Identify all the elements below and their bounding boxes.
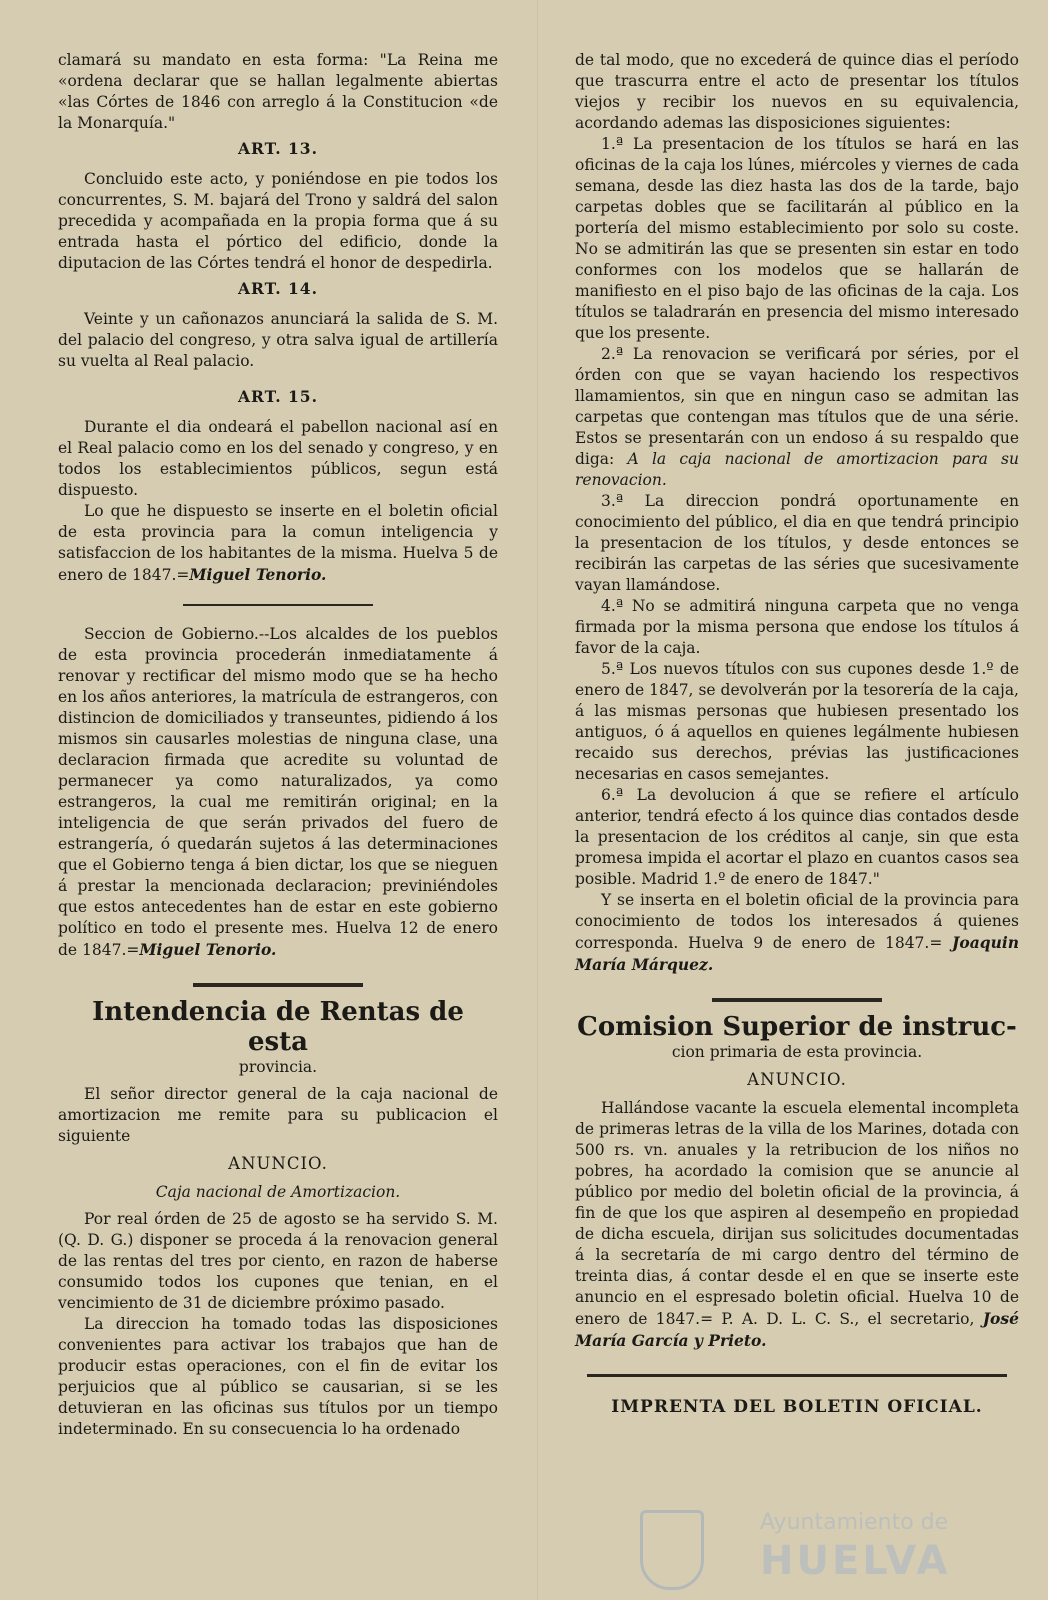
item-6: 6.ª La devolucion á que se refiere el artículo anterior, tendrá efecto á los quince dias contados desde la presentacion de los créditos al canje, sin que esta promesa impida el acortar el plazo en cuantos casos sea posible. Madrid 1.º de enero de 1847.": [575, 786, 1019, 888]
paragraph-durante: Durante el dia ondeará el pabellon nacional así en el Real palacio como en los del senado y congreso, y en todos los establecimientos públicos, segun está dispuesto.: [58, 418, 498, 499]
imprenta-footer: IMPRENTA DEL BOLETIN OFICIAL.: [611, 1397, 983, 1417]
paragraph-seccion-gobierno: [58, 624, 498, 961]
watermark-line2: HUELVA: [760, 1538, 951, 1584]
footer-divider: [587, 1374, 1007, 1377]
article-13-heading: ART. 13.: [238, 139, 318, 158]
item-2: [575, 344, 1019, 491]
item-5: 5.ª Los nuevos títulos con sus cupones desde 1.º de enero de 1847, se devolverán por la tesorería de la caja, á las mismas personas que hubiesen presentado los antiguos, ó á aquellos en quienes legálmente hubiesen recaido sus derechos, prévias las justificaciones necesarias en casos semejantes.: [575, 660, 1019, 783]
article-14-heading: ART. 14.: [238, 279, 318, 298]
paragraph-concluido: Concluido este acto, y poniéndose en pie todos los concurrentes, S. M. bajará del Trono y saldrá del salon precedida y acompañada en la propia forma que á su entrada hasta el pórtico del edificio, donde la diputacion de las Córtes tendrá el honor de despedirla.: [58, 170, 498, 272]
paragraph-lo-que-text: Lo que he dispuesto se inserte en el boletin oficial de esta provincia para la comun inteligencia y satisfaccion de los habitantes de la misma. Huelva 5 de enero de 1847.=: [58, 502, 498, 584]
signature-jose-garcia-prieto: José María García y Prieto.: [575, 1309, 1019, 1350]
paragraph-lo-que: [58, 501, 498, 586]
watermark-line1: Ayuntamiento de: [760, 1510, 949, 1535]
paragraph-clamara: clamará su mandato en esta forma: "La Reina me «ordena declarar que se hallan legalmente abiertas «las Córtes de 1846 con arreglo á la Constitucion «de la Monarquía.": [58, 51, 498, 132]
section-divider-heavy: [193, 983, 363, 987]
item-4: 4.ª No se admitirá ninguna carpeta que no venga firmada por la misma persona que endose los títulos á favor de la caja.: [575, 597, 1019, 657]
article-15-heading: ART. 15.: [238, 387, 318, 406]
intendencia-heading: Intendencia de Rentas de esta: [92, 997, 464, 1057]
paragraph-hallandose: [575, 1098, 1019, 1352]
comision-subheading: cion primaria de esta provincia.: [671, 1043, 923, 1061]
item-1: 1.ª La presentacion de los títulos se hará en las oficinas de la caja los lúnes, miércoles y viernes de cada semana, desde las diez hasta las dos de la tarde, bajo carpetas dobles que se facilitarán al público en la portería del mismo establecimiento por solo su coste. No se admitirán las que se presenten sin estar en todo conformes con los modelos que se hallarán de manifiesto en el piso bajo de las oficinas de la caja. Los títulos se taladrarán en presencia del mismo interesado que los presente.: [575, 135, 1019, 342]
column-gutter: [537, 0, 538, 1600]
left-column: [58, 50, 498, 1440]
item-2-text: 2.ª La renovacion se verificará por séries, por el órden con que se vayan haciendo los respectivos llamamientos, sin que en ningun caso se admitan las carpetas que contengan mas títulos que de una série. Estos se presentarán con un endoso á su respaldo que diga:: [575, 345, 1019, 468]
paragraph-de-tal-modo: de tal modo, que no excederá de quince dias el período que trascurra entre el acto de presentar los títulos viejos y recibir los nuevos en su equivalencia, acordando ademas las disposiciones siguientes:: [575, 51, 1019, 132]
signature-miguel-tenorio-2: Miguel Tenorio.: [139, 940, 277, 959]
paragraph-veinte: Veinte y un cañonazos anunciará la salida de S. M. del palacio del congreso, y otra salva igual de artillería su vuelta al Real palacio.: [58, 310, 498, 370]
comision-heading: Comision Superior de instruc-: [577, 1012, 1017, 1042]
paragraph-se-inserta: [575, 890, 1019, 976]
paragraph-hallandose-text: Hallándose vacante la escuela elemental incompleta de primeras letras de la villa de los Marines, dotada con 500 rs. vn. anuales y la retribucion de los niños no pobres, ha acordado la comision que se anuncie al público por medio del boletin oficial de la provincia, á fin de que los que aspiren al desempeño en propiedad de dicha escuela, dirijan sus solicitudes documentadas á la secretaría de mi cargo dentro del término de treinta dias, á contar desde el en que se inserte este anuncio en el espresado boletin oficial. Huelva 10 de enero de 1847.= P. A. D. L. C. S., el secretario,: [575, 1099, 1019, 1328]
paragraph-real-orden: Por real órden de 25 de agosto se ha servido S. M. (Q. D. G.) disponer se proceda á la renovacion general de las rentas del tres por ciento, en razon de haberse consumido todos los cupones que tenian, en el vencimiento de 31 de diciembre próximo pasado.: [58, 1210, 498, 1312]
paragraph-direccion: La direccion ha tomado todas las disposiciones convenientes para activar los trabajos que han de producir estas operaciones, con el fin de evitar los perjuicios que al público se causarian, si se les detuvieran en las oficinas sus títulos por un tiempo indeterminado. En su consecuencia lo ha ordenado: [58, 1315, 498, 1438]
paragraph-se-inserta-text: Y se inserta en el boletin oficial de la provincia para conocimiento de todos los interesados á quienes corresponda. Huelva 9 de enero de 1847.=: [575, 891, 1019, 952]
archive-watermark: [640, 1510, 980, 1590]
section-divider: [183, 604, 373, 606]
caja-nacional-title: Caja nacional de Amortizacion.: [155, 1183, 401, 1201]
anuncio-heading-right: ANUNCIO.: [747, 1070, 847, 1089]
right-column: [575, 50, 1019, 1418]
shield-icon: [640, 1510, 704, 1590]
item-2-endorsement: A la caja nacional de amortizacion para su renovacion.: [575, 450, 1019, 489]
section-divider-heavy-right: [712, 998, 882, 1002]
signature-miguel-tenorio-1: Miguel Tenorio.: [189, 565, 327, 584]
signature-joaquin-marquez: Joaquin María Márquez.: [575, 933, 1019, 974]
paragraph-seccion-gobierno-text: Seccion de Gobierno.--Los alcaldes de los pueblos de esta provincia procederán inmediatamente á renovar y rectificar del mismo modo que se ha hecho en los años anteriores, la matrícula de estrangeros, con distincion de domiciliados y transeuntes, pidiendo á los mismos sin causarles molestias de ninguna clase, una declaracion firmada que acredite su voluntad de permanecer ya como naturalizados, ya como estrangeros, la cual me remitirán original; en la inteligencia de que serán privados del fuero de estrangería, ó quedarán sujetos á las determinaciones que el Gobierno tenga á bien dictar, los que se nieguen á prestar la mencionada declaracion; previniéndoles que estos antecedentes han de estar en este gobierno político en todo el presente mes. Huelva 12 de enero de 1847.=: [58, 625, 498, 959]
paragraph-senor-director: El señor director general de la caja nacional de amortizacion me remite para su publicacion el siguiente: [58, 1085, 498, 1145]
item-3: 3.ª La direccion pondrá oportunamente en conocimiento del público, el dia en que tendrá principio la presentacion de los títulos, y desde entonces se recibirán las carpetas de las séries que sucesivamente vayan llamándose.: [575, 492, 1019, 594]
anuncio-heading-left: ANUNCIO.: [228, 1154, 328, 1173]
intendencia-subheading: provincia.: [238, 1058, 318, 1076]
